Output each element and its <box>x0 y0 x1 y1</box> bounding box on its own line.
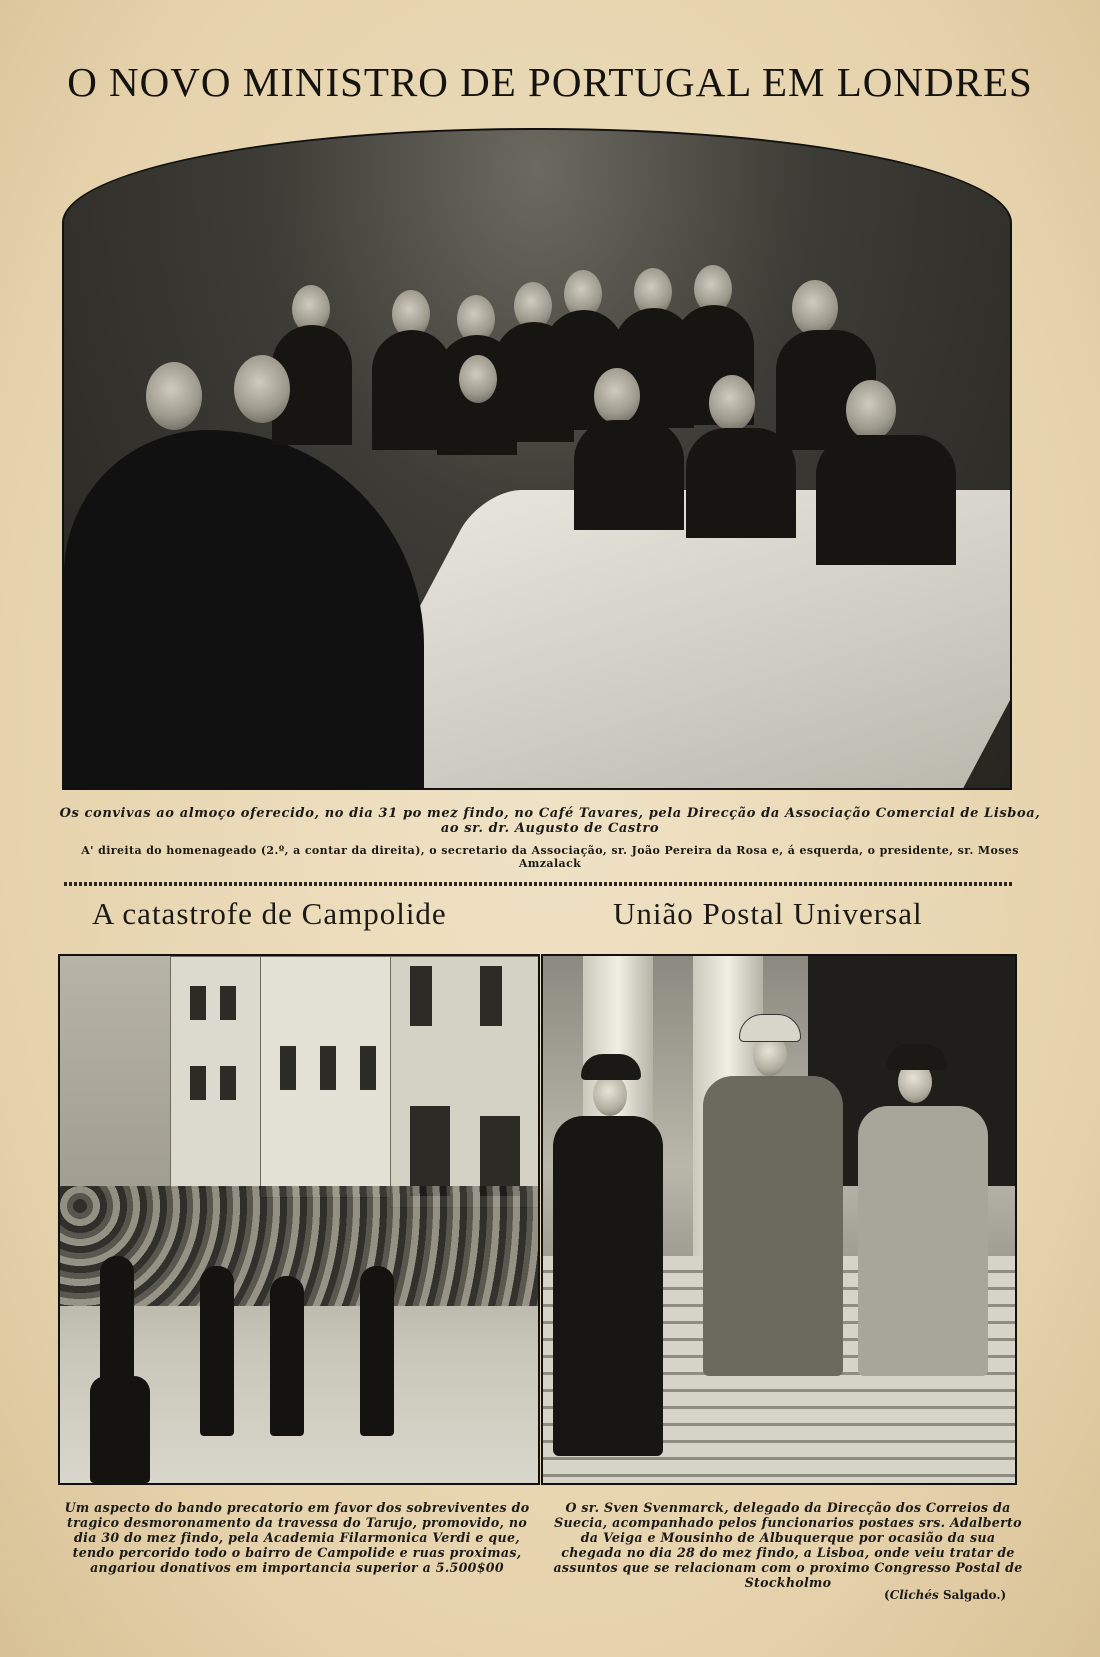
credit-close: ) <box>1000 1588 1007 1602</box>
delegate-coat <box>858 1106 988 1376</box>
procession-member <box>90 1376 150 1483</box>
window <box>280 1046 296 1090</box>
credit-name: Salgado. <box>942 1588 1001 1602</box>
credit-label: Clichés <box>889 1588 939 1602</box>
section-title-postal: União Postal Universal <box>613 896 923 931</box>
window <box>360 1046 376 1090</box>
window <box>220 986 236 1020</box>
postal-caption: O sr. Sven Svenmarck, delegado da Direcção dos Correios da Suecia, acompanhado pelos funcionarios postaes srs. Adalberto da Veiga e Mousinho de Albuquerque por ocasião da sua chegada no dia 28 do mez findo, a Lisboa, onde veiu tratar de assuntos que se relacionam com o proximo Congresso Postal de Stockholmo <box>553 1500 1023 1590</box>
guest-head <box>709 375 755 431</box>
banquet-photo <box>62 128 1012 790</box>
guest-head <box>846 380 896 440</box>
photo-credit <box>884 1588 1006 1602</box>
banquet-caption: Os convivas ao almoço oferecido, no dia 31 po mez findo, no Café Tavares, pela Direcção da Associação Comercial de Lisboa, ao sr. dr. Augusto de Castro <box>59 806 1041 836</box>
doorway <box>480 1116 520 1196</box>
guest-head <box>459 355 497 403</box>
window <box>190 986 206 1020</box>
guest-head <box>594 368 640 424</box>
delegate-hat <box>887 1044 947 1070</box>
guest-suit <box>686 428 796 538</box>
window <box>320 1046 336 1090</box>
guest-head <box>234 355 290 423</box>
delegate-hat <box>581 1054 641 1080</box>
delegate-coat <box>703 1076 843 1376</box>
building <box>170 956 262 1188</box>
credit-open: ( <box>884 1588 890 1602</box>
section-title-campolide: A catastrofe de Campolide <box>92 896 447 931</box>
procession-photo <box>58 954 540 1485</box>
guest-suit <box>816 435 956 565</box>
guest-suit <box>574 420 684 530</box>
doorway <box>410 1106 450 1196</box>
dotted-divider <box>64 882 1012 886</box>
guest-head <box>146 362 202 430</box>
foreground-chairs <box>64 430 424 790</box>
window <box>410 966 432 1026</box>
window <box>480 966 502 1026</box>
window <box>220 1066 236 1100</box>
delegate-hat <box>739 1014 801 1042</box>
guest-head <box>792 280 838 336</box>
procession-caption: Um aspecto do bando precatorio em favor dos sobreviventes do tragico desmoronamento da travessa do Tarujo, promovido, no dia 30 do mez findo, pela Academia Filarmonica Verdi e que, tendo percorido todo o bairro de Campolide e ruas proximas, angariou donativos em importancia superior a 5.500$00 <box>64 1500 530 1575</box>
delegate-coat <box>553 1116 663 1456</box>
procession-member <box>270 1276 304 1436</box>
banquet-caption-detail: A' direita do homenageado (2.º, a contar da direita), o secretario da Associação, sr. João Pereira da Rosa e, á esquerda, o presidente, sr. Moses Amzalack <box>81 844 1019 870</box>
page-title: O NOVO MINISTRO DE PORTUGAL EM LONDRES <box>67 59 1033 105</box>
delegate-face <box>593 1074 627 1116</box>
window <box>190 1066 206 1100</box>
procession-member <box>360 1266 394 1436</box>
procession-member <box>200 1266 234 1436</box>
postal-delegates-photo <box>541 954 1017 1485</box>
